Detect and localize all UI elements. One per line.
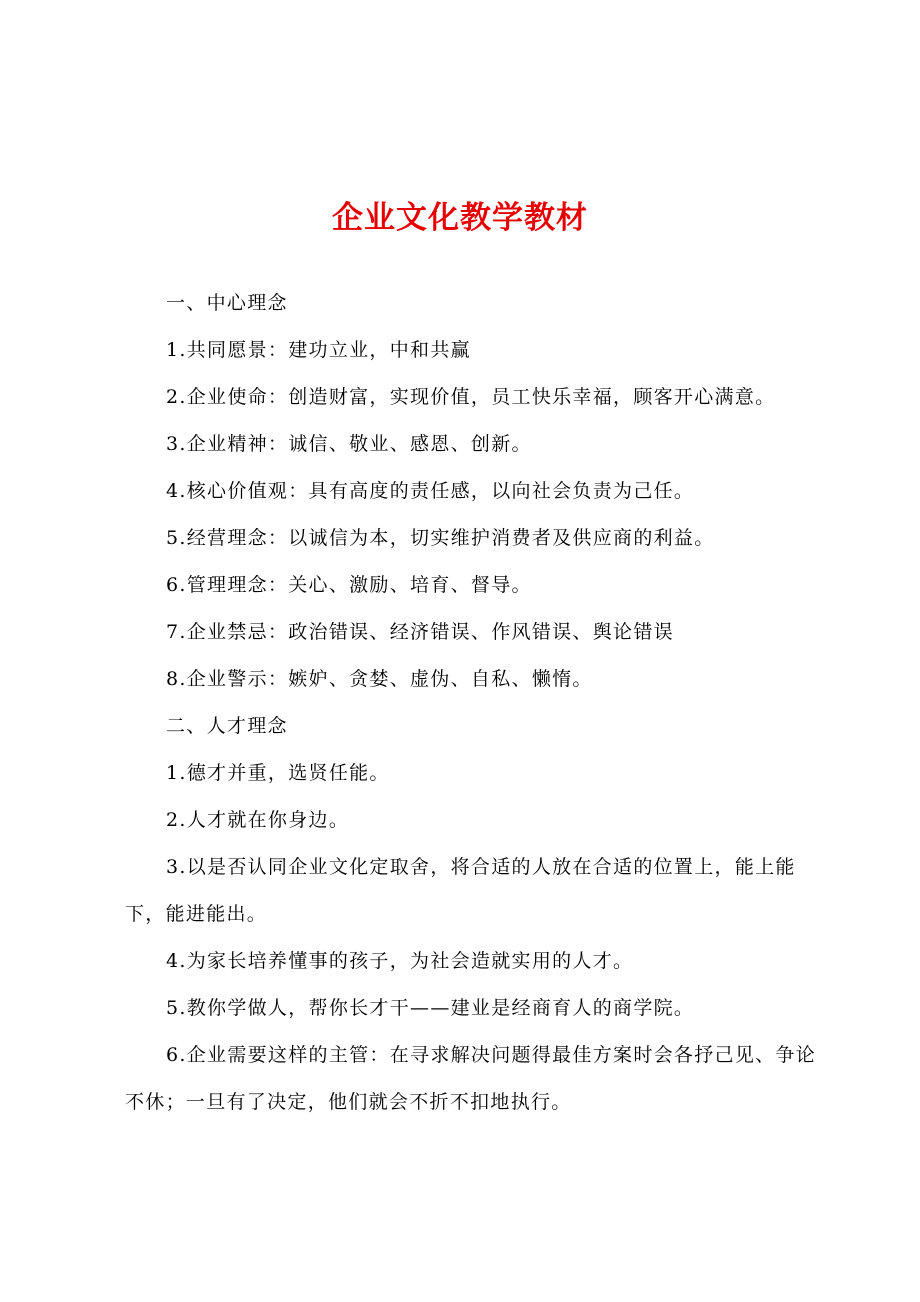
- document-body: [125, 280, 825, 1126]
- paragraph-shared-vision: 1.共同愿景：建功立业，中和共赢: [166, 339, 471, 361]
- paragraph-right-person-right-place: 3.以是否认同企业文化定取舍，将合适的人放在合适的位置上，能上能下，能进能出。: [125, 856, 796, 925]
- paragraph-taboos: 7.企业禁忌：政治错误、经济错误、作风错误、舆论错误: [166, 621, 674, 643]
- paragraph-warnings: 8.企业警示：嫉妒、贪婪、虚伪、自私、懒惰。: [166, 668, 593, 690]
- paragraph-management-philosophy: 6.管理理念：关心、激励、培育、督导。: [166, 574, 532, 596]
- section-heading-core-concepts: 一、中心理念: [166, 292, 288, 314]
- paragraph-virtue-and-talent: 1.德才并重，选贤任能。: [166, 762, 390, 784]
- paragraph-talent-nearby: 2.人才就在你身边。: [166, 809, 350, 831]
- paragraph-cultivate-talent: 4.为家长培养懂事的孩子，为社会造就实用的人才。: [166, 950, 634, 972]
- paragraph-mission: 2.企业使命：创造财富，实现价值，员工快乐幸福，顾客开心满意。: [166, 386, 776, 408]
- paragraph-business-school: 5.教你学做人，帮你长才干——建业是经商育人的商学院。: [166, 997, 695, 1019]
- document-title: 企业文化教学教材: [332, 200, 588, 236]
- paragraph-spirit: 3.企业精神：诚信、敬业、感恩、创新。: [166, 433, 532, 455]
- paragraph-business-philosophy: 5.经营理念：以诚信为本，切实维护消费者及供应商的利益。: [166, 527, 715, 549]
- section-heading-talent-concepts: 二、人才理念: [166, 715, 288, 737]
- paragraph-core-values: 4.核心价值观：具有高度的责任感，以向社会负责为己任。: [166, 480, 695, 502]
- paragraph-ideal-manager: 6.企业需要这样的主管：在寻求解决问题得最佳方案时会各抒己见、争论不休；一旦有了决定，他们就会不折不扣地执行。: [125, 1044, 817, 1113]
